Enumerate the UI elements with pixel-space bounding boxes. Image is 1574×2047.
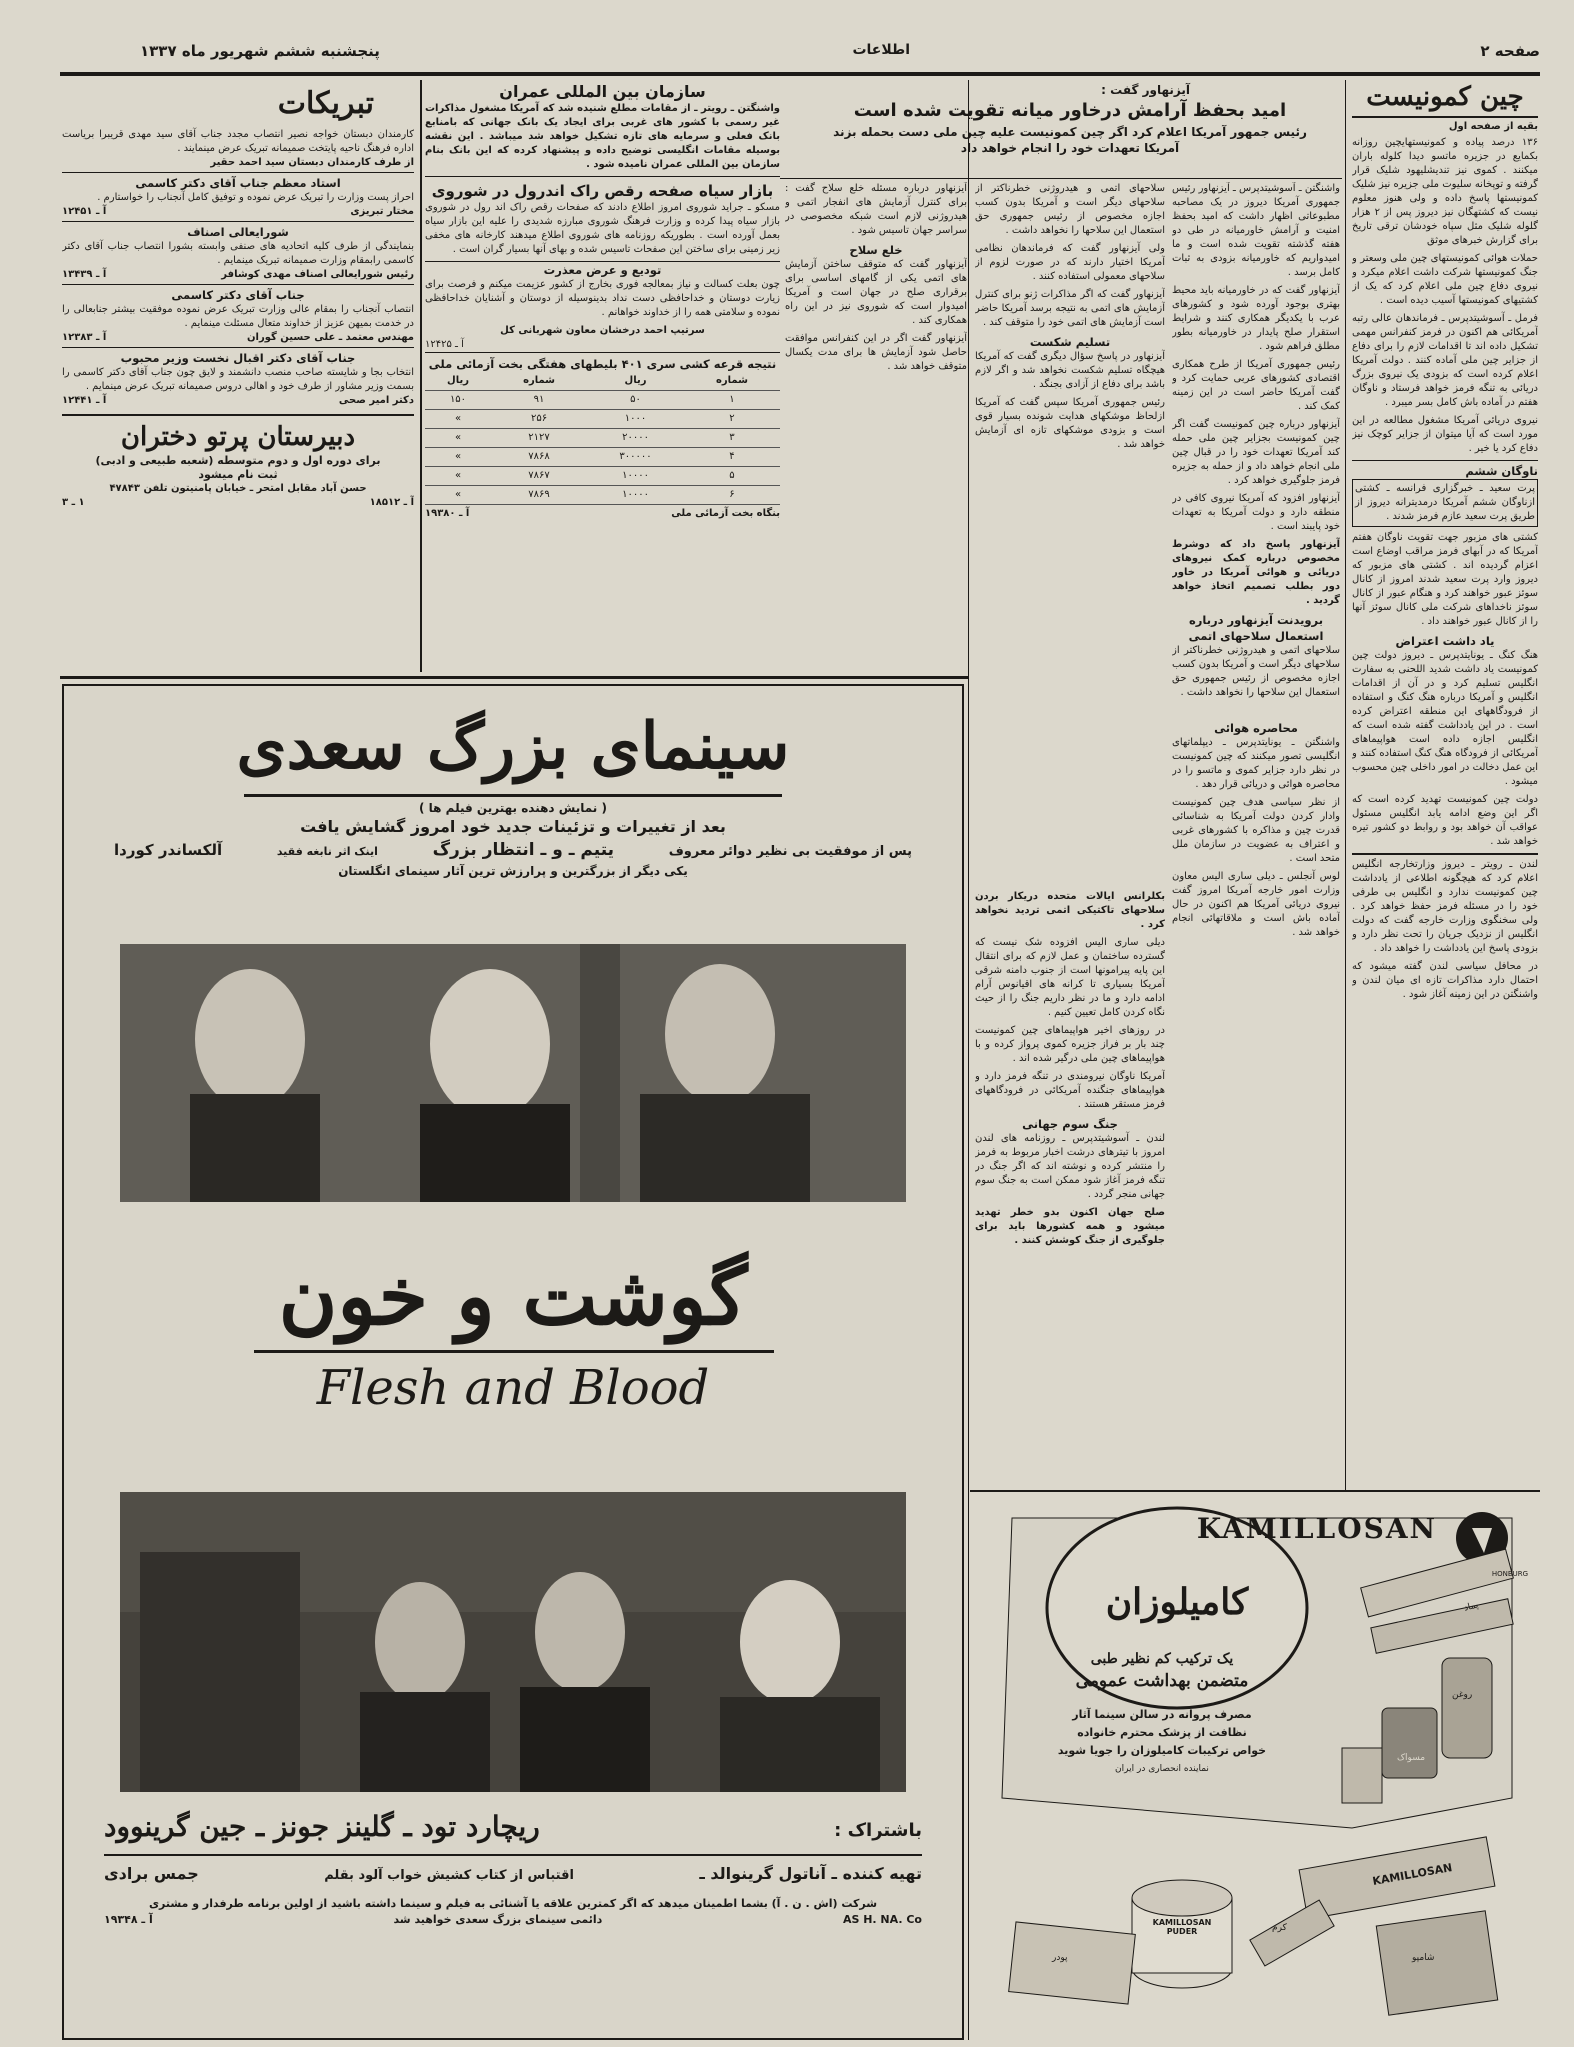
ad-line: خواص ترکیبات کامیلوزان را جویا شوید — [1057, 1744, 1267, 1757]
table-header: شماره — [684, 372, 780, 391]
rule — [254, 1350, 774, 1353]
director-note: اینک اثر نابغه فقید — [276, 845, 378, 858]
previous-films — [64, 838, 962, 862]
cell: » — [425, 467, 491, 486]
cell: ۲۵۶ — [491, 410, 587, 429]
deck: آمریکا تعهدات خود را انجام خواهد داد — [960, 141, 1180, 155]
credits-line — [104, 1864, 922, 1883]
film-still-image — [120, 1492, 906, 1792]
paragraph: در روزهای اخیر هواپیماهای چین کمونیست چند بار بر فراز جزیره کموی پرواز کرده و با هواپیماهای چین ملی درگیر شده اند . — [975, 1025, 1165, 1064]
cinema-tagline: ( نمایش دهنده بهترین فیلم ها ) — [419, 801, 607, 815]
ad-code: آ ـ ۱۲۳۸۳ — [62, 332, 107, 343]
congrats-list — [62, 126, 414, 410]
cell: ۳ — [684, 429, 780, 448]
headline-rule — [780, 178, 1342, 179]
film-still-1 — [120, 944, 906, 1202]
header-rule — [60, 72, 1540, 76]
table-header-row — [425, 372, 780, 391]
film-still-image — [120, 944, 906, 1202]
divider — [425, 176, 780, 177]
paragraph: هنگ کنگ ـ یونایتدپرس ـ دیروز دولت چین کمونیست یاد داشت شدید اللحنی به سفارت انگلیس تسلیم کرد و در آن از اقدامات انگلیس و آمریکا درباره هنگ کنگ و استفاده از فرودگاههای این منطقه اعتراض کرده است . در این یادداشت گفته شده است که انگلیس اجازه داده است هواپیماهای آمریکائی از فرودگاه هنگ کنگ استفاده کنند و این عمل دخالت در امور داخلی چین محسوب میشود . — [1352, 650, 1538, 787]
table-header: ریال — [587, 372, 684, 391]
paragraph: حملات هوائی کمونیستهای چین ملی وسعتر و جنگ کمونیستها شرکت داشت اعلام میکرد و نیروی دفاع چین ملی اعلام کرد که یک از کشتیهای کمونیستها آسیب دیده است . — [1352, 253, 1538, 306]
section-rule — [970, 1490, 1540, 1492]
article-title: سازمان بین المللی عمران — [499, 82, 706, 101]
notice-heading: جناب آقای دکتر کاسمی — [171, 288, 305, 302]
cell: ۲ — [684, 410, 780, 429]
issue-date: پنجشنبه ششم شهریور ماه ۱۳۳۷ — [140, 42, 380, 60]
table-header: شماره — [491, 372, 587, 391]
previous-label: پس از موفقیت بی نظیر دوائر معروف — [668, 844, 912, 859]
column-title: تبریکات — [277, 86, 374, 121]
notice-text: انتخاب بجا و شایسته صاحب منصب دانشمند و لایق چون جناب آقای دکتر کاسمی را بسمت وزیر مشاور از طرف خود و اهالی دروس صمیمانه تبریک عرض مینمایم . — [62, 367, 414, 392]
notice-signature: از طرف کارمندان دبستان سید احمد حقیر — [210, 157, 414, 168]
paragraph: لندن ـ رویتر ـ دیروز وزارتخارجه انگلیس اعلام کرد که هیچگونه اطلاعی از یادداشت چین کمونیست ندارد و انگلیس بی طرفی خود را در مسئله فرمز حفظ خواهد کرد . ولی سخنگوی وزارت خارجه گفت که دولت انگلیس از نزدیک جریان را تحت نظر دارد و بزودی پاسخ این یادداشت را خواهد داد . — [1352, 859, 1538, 954]
cell: ۷۸۶۸ — [491, 448, 587, 467]
lottery-table — [425, 372, 780, 505]
paragraph: لوس آنجلس ـ دیلی ساری الیس معاون وزارت امور خارجه آمریکا امروز گفت نیروی دریائی آمریکا هم اکنون در حال آماده باش است و ملاقاتهائی انجام خواهد شد . — [1172, 871, 1340, 938]
notice-footer — [62, 156, 414, 170]
cast-line — [104, 1810, 922, 1843]
subheading: خلع سلاح — [849, 243, 903, 257]
paragraph: لندن ـ آسوشیتدپرس ـ روزنامه های لندن امروز با تیترهای درشت اخبار مربوط به فرمز را منتشر کرده و نوشته اند که اگر جنگ در تنگه فرمز آغاز شود ممکن است به جنگ سوم جهانی منجر گردد . — [975, 1133, 1165, 1200]
table-row — [425, 467, 780, 486]
cell: ۵۰ — [587, 391, 684, 410]
cell: ۹۱ — [491, 391, 587, 410]
cell: ۱ — [684, 391, 780, 410]
subheading: ناوگان ششم — [1352, 460, 1538, 479]
product-label: KAMILLOSAN — [1371, 1861, 1454, 1888]
paragraph: آیزنهاور گفت اگر در این کنفرانس موافقت حاصل شود آزمایش ها برای مدت یکسال متوقف خواهد شد . — [785, 333, 967, 372]
rule — [244, 794, 782, 797]
congratulations-column — [62, 82, 414, 672]
cast-names: ریچارد تود ـ گلینز جونز ـ جین گرینوود — [104, 1810, 540, 1843]
rule — [104, 1854, 922, 1856]
ad-body — [1012, 1706, 1312, 1778]
subheading: تسلیم شکست — [1029, 335, 1111, 349]
cinema-ad — [62, 684, 964, 2040]
column-divider — [968, 80, 969, 2040]
lottery-title: نتیجه قرعه کشی سری ۴۰۱ بلیطهای هفتگی بخت آزمائی ملی — [428, 357, 777, 371]
notice-footer — [62, 205, 414, 219]
paragraph: فرمل ـ آسوشیتدپرس ـ فرماندهان عالی رتبه آمریکائی هم اکنون در فرمز کنفرانس مهمی تشکیل داده اند تا اقدامات لازم را برای دفاع از جزایر چین ملی آماده کنند . دولت آمریکا اعلام کرده است که بزودی یک نیروی بزرگ دریائی به تنگه فرمز خواهد فرستاد و ناوگان هفتم در آماده باش کامل بسر میبرد . — [1352, 313, 1538, 408]
column-divider — [420, 80, 422, 672]
table-row — [425, 486, 780, 505]
tagline-line: یک ترکیب کم نظیر طبی — [1090, 1651, 1234, 1667]
paragraph: واشنگتن ـ رویتر ـ از مقامات مطلع شنیده شد که آمریکا مشغول مذاکرات غیر رسمی با کشور های غربی برای ایجاد یک بانک جهانی که بامنابع بانک فعلی و سرمایه های تازه تشکیل خواهد شد میباشد . این نقشه بوسیله مقامات انگلیسی توضیح داده و پیشنهاد کرده که این بانک بنام سازمان بین المللی عمران نامیده شود . — [425, 103, 780, 170]
notice-text: بنمایندگی از طرف کلیه اتحادیه های صنفی وابسته بشورا انتصاب جناب آقای دکتر کاسمی رابمقام وزارت صمیمانه تبریک مینمایم . — [62, 241, 414, 266]
congrats-notice — [62, 284, 414, 347]
notice-text: انتصاب آنجناب را بمقام عالی وزارت تبریک عرض نموده موفقیت بیشتر جنابعالی را در خدمت بمیهن عزیز از خداوند متعال مسئلت مینمایم . — [62, 304, 414, 329]
film-description: یکی دیگر از بزرگترین و پرارزش ترین آثار سینمای انگلستان — [338, 864, 688, 878]
school-line: ثبت نام میشود — [198, 468, 278, 481]
ad-line: نماینده انحصاری در ایران — [1115, 1764, 1209, 1774]
paragraph: آمریکا ناوگان نیرومندی در تنگه فرمز دارد و هواپیماهای جنگنده آمریکائی در فرودگاههای فرمز مستقر هستند . — [975, 1071, 1165, 1110]
paragraph: سلاحهای اتمی و هیدروژنی خطرناکتر از سلاحهای دیگر است و آمریکا بدون کسب اجازه مخصوص از رئیس جمهوری حق استعمال این سلاحها را نخواهد داشت . — [1172, 645, 1340, 698]
product-label: کرم — [1272, 1923, 1287, 1933]
cell: ۲۱۲۷ — [491, 429, 587, 448]
cell: ۱۰۰۰ — [587, 410, 684, 429]
cell: ۷۸۶۹ — [491, 486, 587, 505]
paragraph: آیزنهاور درباره مسئله خلع سلاح گفت : برای کنترل آزمایش های انفجار اتمی و هیدروژنی لازم است شبکه مخصوصی در سراسر جهان تاسیس شود . — [785, 183, 967, 236]
paragraph: چون بعلت کسالت و نیاز بمعالجه فوری بخارج از کشور عزیمت میکنم و فرصت برای زیارت دوستان و خداحافظی دست نداد بدینوسیله از دوستان و آشنایان خداحافظی نموده و سلامتی همه را از خداوند خواهانم . — [425, 279, 780, 318]
brand-persian: کامیلوزان — [1105, 1581, 1249, 1623]
paragraph: واشنگتن ـ آسوشیتدپرس ـ آیزنهاور رئیس جمهوری آمریکا دیروز در یک مصاحبه مطبوعاتی اظهار داشت که امید بحفظ امنیت و آرامش خاورمیانه در طی دو هفته گذشته تقویت شده است و ما امیدواریم که خاورمیانه بزودی به ثبات کامل برسد . — [1172, 183, 1340, 278]
notice-footer — [62, 268, 414, 282]
paragraph: رئیس جمهوری آمریکا از طرح همکاری اقتصادی کشورهای عربی حمایت کرد و گفت آمریکا حاضر است در این زمینه کمک کند . — [1172, 359, 1340, 412]
ad-code: آ ـ ۱۲۴۴۱ — [62, 395, 107, 406]
table-header: ریال — [425, 372, 491, 391]
footer-line: شرکت (اش . ن . آ) بشما اطمینان میدهد که اگر کمترین علاقه یا آشنائی به فیلم و سینما داشته باشید از اولین برنامه طرفدار و مشتری — [148, 1897, 878, 1910]
cell: ۶ — [684, 486, 780, 505]
director-name: آلکساندر کوردا — [114, 841, 223, 859]
footer-line: دائمی سینمای بزرگ سعدی خواهید شد — [393, 1913, 603, 1926]
cell: » — [425, 448, 491, 467]
eisenhower-col-5 — [1172, 720, 1340, 1485]
section-rule — [60, 676, 968, 679]
cell: » — [425, 410, 491, 429]
paragraph: کشتی های مزبور جهت تقویت ناوگان هفتم آمریکا که در آبهای فرمز مراقب اوضاع است اعزام گردیده اند . کشتی های مزبور که دیروز وارد پرت سعید شدند امروز از کانال سوئز عبور خواهند کرد و هنگام عبور از کانال سوئز ناخداهای شرکت ملی کانال سوئز آنها را از کانال عبور خواهند داد . — [1352, 532, 1538, 627]
notice-signature: مهندس معتمد ـ علی حسین گوران — [247, 332, 414, 343]
cinema-footer — [104, 1896, 922, 1928]
notice-signature: سرتیپ احمد درخشان معاون شهربانی کل — [500, 325, 705, 336]
cinema-name: سینمای بزرگ سعدی — [236, 709, 790, 784]
paragraph: بکلرانس ایالات متحده دریکار بردن سلاحهای تاکتیکی اتمی تردید نخواهد کرد . — [975, 891, 1165, 930]
paper-name: اطلاعات — [852, 42, 910, 58]
eisenhower-col-2 — [975, 182, 1165, 882]
previous-films-title: یتیم ـ و ـ انتظار بزرگ — [432, 840, 615, 860]
notice-heading: جناب آقای دکتر اقبال نخست وزیر محبوب — [120, 351, 356, 365]
paragraph: در محافل سیاسی لندن گفته میشود که احتمال دارد مذاکرات تازه ای میان لندن و واشنگتن در این زمینه آغاز شود . — [1352, 961, 1538, 1000]
cell: » — [425, 429, 491, 448]
article-title: چین کمونیست — [1352, 82, 1538, 118]
eisenhower-col-3 — [785, 182, 967, 672]
notice-signature: مختار تبریزی — [350, 206, 414, 217]
school-line: برای دوره اول و دوم متوسطه (شعبه طبیعی و ادبی) — [95, 454, 381, 467]
paragraph: آیزنهاور در پاسخ سؤال دیگری گفت که آمریکا هیچگاه تسلیم شکست نخواهد شد و اگر لازم باشد برای دفاع از آزادی بجنگد . — [975, 351, 1165, 390]
column-divider — [1345, 80, 1346, 1490]
school-line: حسن آباد مقابل امتحر ـ خیابان پامنیتون تلفن ۴۷۸۴۳ — [109, 483, 367, 494]
paragraph: آیزنهاور افزود که آمریکا نیروی کافی در منطقه دارد و دولت آمریکا به تعهدات خود پایبند است . — [1172, 493, 1340, 532]
congrats-notice — [62, 221, 414, 284]
notice-heading: شورایعالی اصناف — [187, 225, 289, 239]
notice-text: احراز پست وزارت را تبریک عرض نموده و توفیق کامل آنجناب را خواستارم . — [97, 192, 414, 203]
paragraph: از نظر سیاسی هدف چین کمونیست وادار کردن دولت آمریکا به شناسائی قدرت چین و مذاکره با کشورهای غربی و اعتراف به عضویت در سازمان ملل متحد است . — [1172, 797, 1340, 864]
producer: تهیه کننده ـ آناتول گرینوالد ـ — [699, 1864, 922, 1883]
article-title: بازار سیاه صفحه رقص راک اندرول در شوروی — [431, 182, 774, 200]
paragraph: مسکو ـ جراید شوروی امروز اطلاع دادند که صفحات رقص راک اند رول در شوروی بازار سیاه پیدا کرده و وزارت فرهنگ شوروی مبارزه شدیدی را علیه این بازار سیاه بعمل آورده است . بطوریکه روزنامه های شوروی اطلاع میدهند کارخانه های مخفی زیر زمینی برای ساختن این صفحات تاسیس شده و بهای آنها بسیار گران است . — [425, 202, 780, 255]
page-marker: صفحه ۲ — [1480, 42, 1540, 60]
product-label: روغن — [1452, 1690, 1473, 1700]
cell: ۱۰۰۰۰ — [587, 467, 684, 486]
lottery-issuer: بنگاه بخت آزمائی ملی — [671, 508, 780, 519]
cell: ۷۸۶۷ — [491, 467, 587, 486]
subheading: محاصره هوائی — [1214, 721, 1298, 735]
paragraph: آیزنهاور گفت که متوقف ساختن آزمایش های اتمی یکی از گامهای اساسی برای برقراری صلح در جهان است و آمریکا امیدوار است که شوروی نیز در این راه همکاری کند . — [785, 259, 967, 326]
notice-footer — [62, 331, 414, 345]
paragraph: نیروی دریائی آمریکا مشغول مطالعه در این مورد است که آیا میتوان از جزایر کوچک نیز دفاع کرد یا خیر . — [1352, 415, 1538, 454]
notice-heading: استاد معظم جناب آقای دکتر کاسمی — [135, 176, 341, 190]
notice-signature: دکتر امیر صحی — [338, 395, 414, 406]
paragraph: آیزنهاور گفت که در خاورمیانه باید محیط بهتری بوجود آورده شود و کشورهای عرب با یکدیگر همکاری کنند و شرایط استقرار صلح پایدار در خاورمیانه بطور مطلق فراهم شود . — [1172, 285, 1340, 352]
table-row — [425, 410, 780, 429]
footer-row — [104, 1912, 922, 1928]
paragraph: ولی آیزنهاور گفت که فرماندهان نظامی آمریکا اختیار دارند که در صورت لزوم از سلاحهای معمولی استفاده کنند . — [975, 243, 1165, 282]
cell: ۴ — [684, 448, 780, 467]
product-label: پودر — [1052, 1953, 1068, 1963]
paragraph: آیزنهاور پاسخ داد که دوشرط مخصوص درباره کمک نیروهای دریائی و هوائی آمریکا در خاور دور بطلب تصمیم اتخاذ خواهد گردید . — [1172, 539, 1340, 606]
ad-code: ۱ ـ ۳ — [62, 497, 85, 508]
paragraph: صلح جهان اکنون بدو خطر تهدید میشود و همه کشورها باید برای جلوگیری از جنگ کوشش کنند . — [975, 1207, 1165, 1246]
paragraph: آیزنهاور درباره چین کمونیست گفت اگر چین کمونیست بجزایر چین ملی حمله کند آمریکا تعهدات خود را در قبال چین ملی انجام خواهد داد و از حمله به جزیره فرمز جلوگیری خواهد کرد . — [1172, 419, 1340, 486]
paragraph: سلاحهای اتمی و هیدروژنی خطرناکتر از سلاحهای دیگر است و آمریکا بدون کسب اجازه مخصوص از رئیس جمهوری حق استعمال این سلاحها را نخواهد داشت . — [975, 183, 1165, 236]
paragraph: دیلی ساری الیس افزوده شک نیست که گسترده ساختمان و عمل لازم که برای انتقال این پایه پیرامونها است از جنوب دامنه شرقی آمریکا بسیاری تا کرانه های اقیانوس آرام ادامه دارد و ما در نظر داریم جنگ را از حیث نگاه کردن کامل تعیین کنیم . — [975, 937, 1165, 1018]
divider — [1352, 853, 1538, 855]
product-label: مسواک — [1397, 1753, 1426, 1763]
deck: رئیس جمهور آمریکا اعلام کرد اگر چین کمونیست علیه چین ملی دست بحمله بزند — [833, 125, 1307, 139]
paragraph: دولت چین کمونیست تهدید کرده است که اگر این وضع ادامه یابد انگلیس مسئول عواقب آن خواهد بود و روابط دو کشور تیره خواهد شد . — [1352, 794, 1538, 847]
ad-code: آ ـ ۱۹۳۴۸ — [104, 1913, 153, 1926]
ad-code: آ ـ ۱۳۴۳۹ — [62, 269, 107, 280]
cell: » — [425, 486, 491, 505]
world-news-column — [425, 82, 780, 672]
movie-title-english: Flesh and Blood — [316, 1360, 710, 1416]
notice-title: توديع و عرض معذرت — [543, 263, 662, 277]
product-label: پماد — [1462, 1600, 1480, 1614]
paragraph: رئیس جمهوری آمریکا سپس گفت که آمریکا ازلحاظ موشکهای هدایت شونده بسیار قوی است و بزودی موشکهای تازه ای آزمایش خواهد شد . — [975, 397, 1165, 450]
paragraph: ۱۳۶ درصد پیاده و کمونیستهایچین روزانه بکمایع در جزیره ماتسو دیدا کلوله باران میکنند . کموی نیز تندیشلیهود شلیک قرار گرفته و توپخانه سلیوت ملی جزیره نیز شلیک کمونیستها پاسخ داده و ولی هنوز معلوم نیست که کشتهگان نیز دیروز پس از ۲ هزار گلوله شلیک مثل سپاه خودشان ترقی تاریخ برای گزارش خبرهای موثق — [1352, 137, 1538, 246]
school-ad — [62, 414, 414, 510]
subheading: برویدنت آیزنهاور درباره استعمال سلاحهای اتمی — [1188, 613, 1324, 643]
ad-code: آ ـ ۱۹۳۸۰ — [425, 508, 470, 519]
table-row — [425, 448, 780, 467]
china-article — [1352, 82, 1538, 1487]
table-row — [425, 429, 780, 448]
ad-code: آ ـ ۱۲۴۵۱ — [62, 206, 107, 217]
headline: امید بحفظ آرامش درخاور میانه تقویت شده است — [853, 100, 1287, 121]
author: جمس برادی — [104, 1864, 199, 1883]
masthead — [60, 38, 1540, 72]
ad-code: آ ـ ۱۲۴۲۵ — [425, 339, 464, 350]
continued-label: بقیه از صفحه اول — [1448, 121, 1538, 132]
table-row — [425, 391, 780, 410]
brand-english: KAMILLOSAN — [1196, 1512, 1438, 1545]
cell: ۱۰۰۰۰ — [587, 486, 684, 505]
subheading: جنگ سوم جهانی — [1022, 1117, 1118, 1131]
paragraph: واشنگتن ـ یونایتدپرس ـ دیپلماتهای انگلیسی تصور میکنند که چین کمونیست در نظر دارد جزایر کموی و ماتسو را در محاصره هوائی و دریائی قرار دهد . — [1172, 737, 1340, 790]
congrats-notice — [62, 172, 414, 221]
lottery-footer — [425, 507, 780, 521]
cell: ۱۵۰ — [425, 391, 491, 410]
ad-line: مصرف پروانه در سالن سینما آثار — [1072, 1708, 1252, 1721]
movie-title: گوشت و خون — [278, 1249, 748, 1343]
tagline-line: متضمن بهداشت عمومی — [1075, 1671, 1249, 1691]
congrats-notice — [62, 126, 414, 172]
cell: ۳۰۰۰۰۰ — [587, 448, 684, 467]
notice-footer — [62, 394, 414, 408]
cell: ۲۰۰۰۰ — [587, 429, 684, 448]
notice-text: کارمندان دبستان خواجه نصیر انتصاب مجدد جناب آقای سید مهدی قریبرا بریاست اداره فرهنگ ناحیه پایتخت صمیمانه تبریک عرض مینمایند . — [62, 129, 414, 154]
cell: ۵ — [684, 467, 780, 486]
eisenhower-col-4 — [975, 890, 1165, 1380]
notice-signature: رئیس شورایعالی اصناف مهدی کوشافر — [221, 269, 414, 280]
cast-label: باشتراک : — [834, 1820, 922, 1841]
kamillosan-ad — [972, 1498, 1540, 2040]
product-label: شامپو — [1412, 1953, 1435, 1963]
ad-tagline — [1022, 1648, 1302, 1692]
school-codes — [62, 496, 414, 510]
paragraph: آیزنهاور گفت که اگر مذاکرات ژنو برای کنترل آزمایش های اتمی به نتیجه برسد آمریکا حاضر است آزمایش های اتمی خود را متوقف کند . — [975, 289, 1165, 328]
company-name: AS H. NA. Co — [842, 1913, 922, 1926]
powder-label: KAMILLOSAN PUDER — [1152, 1918, 1212, 1936]
ad-code: آ ـ ۱۸۵۱۲ — [369, 497, 414, 508]
eisenhower-headline — [800, 82, 1340, 176]
film-still-2 — [120, 1492, 906, 1792]
divider — [425, 352, 780, 353]
subheading: یاد داشت اعتراض — [1395, 634, 1495, 648]
reopening-line: بعد از تغییرات و تزئینات جدید خود امروز گشایش یافت — [300, 817, 726, 836]
congrats-notice — [62, 347, 414, 410]
source-novel: اقتباس از کتاب کشیش خواب آلود بقلم — [324, 1868, 574, 1883]
kicker: آیزنهاور گفت : — [1101, 83, 1190, 97]
ad-line: نظافت از پزشک محترم خانواده — [1077, 1726, 1247, 1739]
school-title: دبیرستان پرتو دختران — [120, 422, 356, 452]
maker-name: HONBURG — [1491, 1570, 1529, 1578]
paragraph: پرت سعید ـ خبرگزاری فرانسه ـ کشتی ازناوگان ششم آمریکا درمدیترانه دیروز از طریق پرت سعید عازم فرمز شدند . — [1352, 479, 1538, 527]
